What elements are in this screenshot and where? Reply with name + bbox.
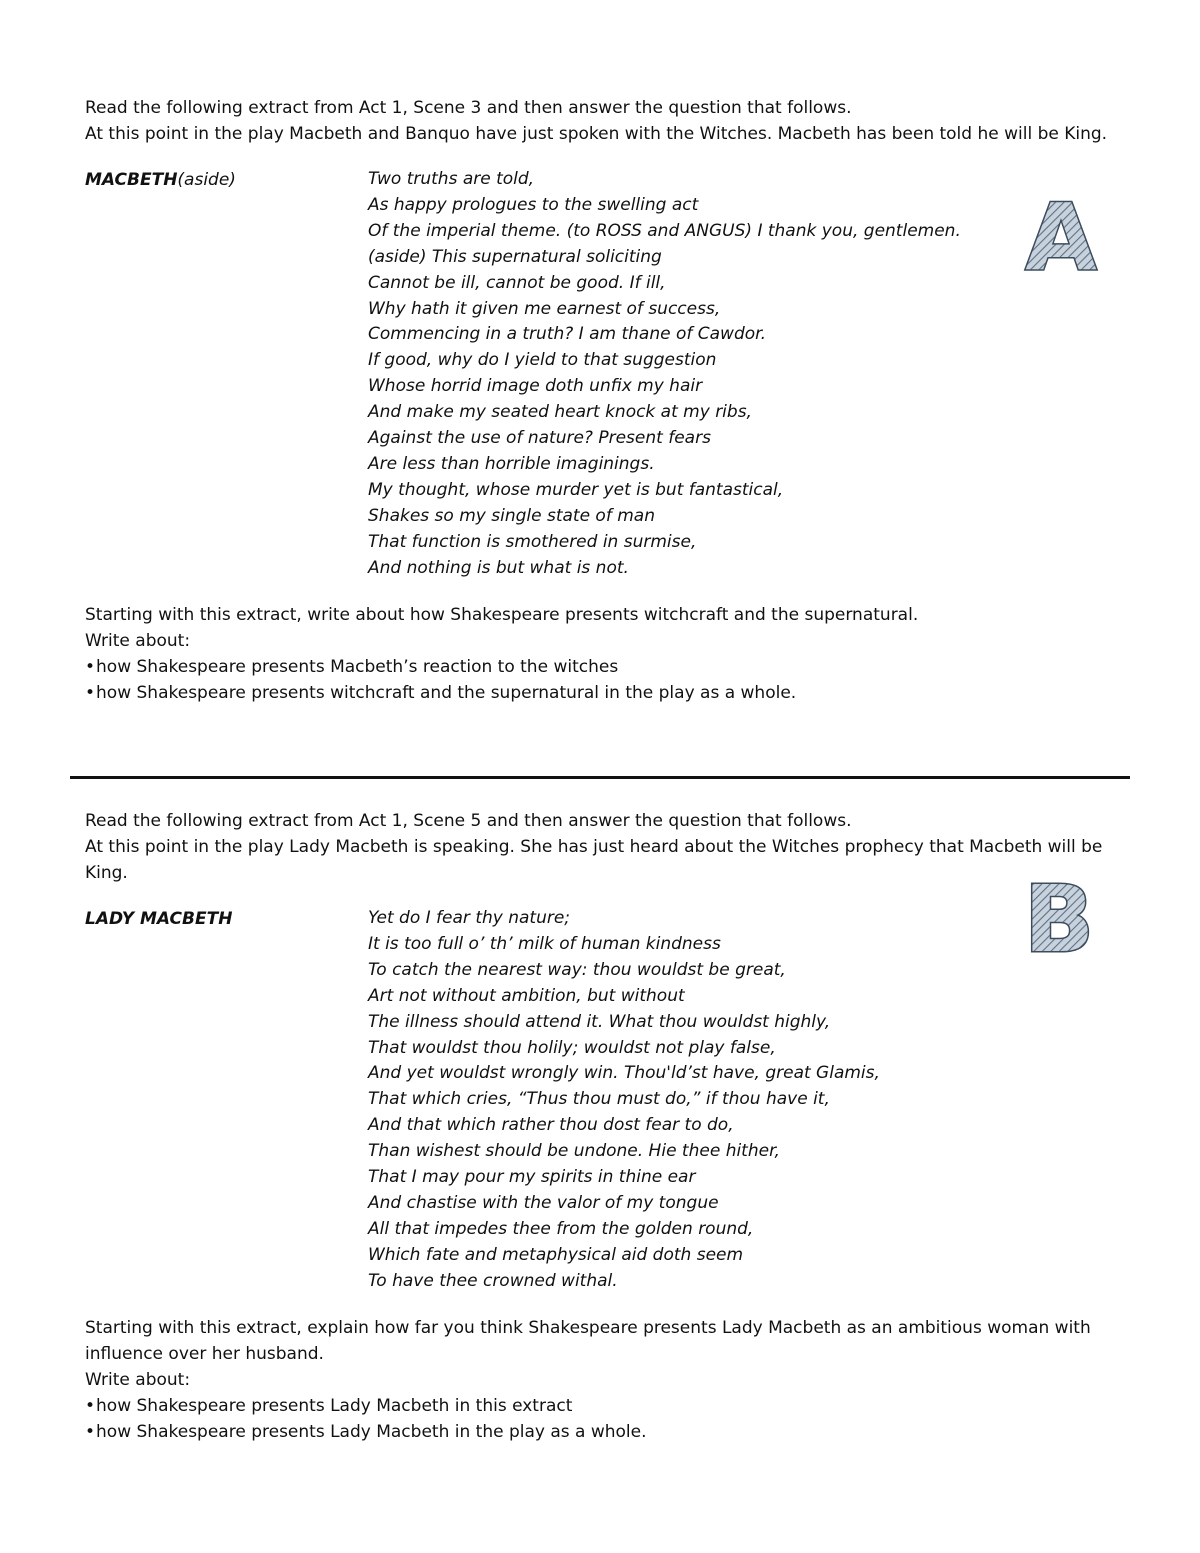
section-b-context: At this point in the play Lady Macbeth is speaking. She has just heard about the Witches prophecy that Macbeth will be King.	[85, 837, 1103, 883]
bullet-text: how Shakespeare presents witchcraft and the supernatural in the play as a whole.	[96, 682, 797, 703]
verse-line: Against the use of nature? Present fears	[368, 428, 711, 449]
section-b-speaker	[85, 906, 368, 1295]
bullet-text: how Shakespeare presents Lady Macbeth in this extract	[96, 1395, 573, 1416]
bullet-text: how Shakespeare presents Lady Macbeth in the play as a whole.	[96, 1421, 647, 1442]
verse-line: If good, why do I yield to that suggestion	[368, 350, 717, 371]
verse-line: Which fate and metaphysical aid doth seem	[368, 1244, 744, 1265]
bullet-icon: •	[85, 1395, 96, 1416]
bullet-text: how Shakespeare presents Macbeth’s reaction to the witches	[96, 656, 619, 677]
section-divider	[70, 776, 1130, 779]
verse-line: To catch the nearest way: thou wouldst be great,	[368, 959, 786, 980]
bullet-icon: •	[85, 1421, 96, 1442]
verse-line: And that which rather thou dost fear to do,	[368, 1115, 734, 1136]
letter-a-badge	[1025, 184, 1097, 291]
verse-line: All that impedes thee from the golden round,	[368, 1218, 754, 1239]
speaker-name: MACBETH	[85, 170, 178, 190]
section-a-verse	[368, 167, 1115, 582]
verse-line: Yet do I fear thy nature;	[368, 908, 571, 928]
section-b	[85, 808, 1115, 1445]
speaker-name: LADY MACBETH	[85, 909, 233, 929]
verse-line: Whose horrid image doth unfix my hair	[368, 376, 703, 397]
stage-direction: (aside)	[177, 170, 236, 190]
section-a-bullet	[85, 680, 1115, 706]
verse-line: Commencing in a truth? I am thane of Cawdor.	[368, 324, 766, 345]
section-b-instruction: Read the following extract from Act 1, Scene 5 and then answer the question that follows.	[85, 811, 852, 831]
verse-line: Of the imperial theme. (to ROSS and ANGUS) I thank you, gentlemen.	[368, 220, 961, 241]
verse-line: And make my seated heart knock at my ribs,	[368, 402, 752, 423]
badge-letter: B	[1023, 866, 1095, 973]
bullet-icon: •	[85, 656, 96, 677]
section-b-write-about: Write about:	[85, 1369, 191, 1390]
section-b-verse	[368, 906, 1115, 1295]
section-a-speaker	[85, 167, 368, 582]
badge-letter: A	[1025, 184, 1097, 291]
verse-line: And nothing is but what is not.	[368, 557, 629, 578]
verse-line: It is too full o’ th’ milk of human kindness	[368, 933, 721, 954]
section-a-extract	[85, 167, 1115, 582]
section-b-extract	[85, 906, 1115, 1295]
verse-line: (aside) This supernatural soliciting	[368, 246, 662, 267]
letter-a-icon	[1025, 184, 1097, 291]
verse-line: And chastise with the valor of my tongue	[368, 1192, 719, 1213]
verse-line: My thought, whose murder yet is but fantastical,	[368, 479, 784, 500]
section-b-question: Starting with this extract, explain how far you think Shakespeare presents Lady Macbeth as an ambitious woman with influence over her husband.	[85, 1317, 1091, 1364]
section-a-instruction: Read the following extract from Act 1, Scene 3 and then answer the question that follows.	[85, 98, 852, 118]
verse-line: That which cries, “Thus thou must do,” if thou have it,	[368, 1089, 830, 1110]
verse-line: That wouldst thou holily; wouldst not play false,	[368, 1037, 776, 1058]
verse-line: Than wishest should be undone. Hie thee hither,	[368, 1141, 780, 1162]
verse-line: Shakes so my single state of man	[368, 505, 655, 526]
verse-line: Are less than horrible imaginings.	[368, 453, 655, 474]
verse-line: Cannot be ill, cannot be good. If ill,	[368, 272, 666, 293]
verse-line: Why hath it given me earnest of success,	[368, 298, 721, 319]
section-b-bullet	[85, 1419, 1115, 1445]
section-a-question: Starting with this extract, write about how Shakespeare presents witchcraft and the supernatural.	[85, 604, 919, 625]
section-a-context: At this point in the play Macbeth and Banquo have just spoken with the Witches. Macbeth has been told he will be King.	[85, 124, 1108, 144]
section-b-bullet	[85, 1393, 1115, 1419]
section-a-bullet	[85, 654, 1115, 680]
section-a-write-about: Write about:	[85, 630, 191, 651]
verse-line: That function is smothered in surmise,	[368, 531, 697, 552]
verse-line: That I may pour my spirits in thine ear	[368, 1167, 696, 1188]
verse-line: Two truths are told,	[368, 169, 535, 189]
letter-b-badge	[1023, 866, 1095, 973]
verse-line: The illness should attend it. What thou wouldst highly,	[368, 1011, 831, 1032]
verse-line: As happy prologues to the swelling act	[368, 194, 699, 215]
section-a	[85, 95, 1115, 706]
letter-b-icon	[1023, 866, 1095, 973]
verse-line: To have thee crowned withal.	[368, 1270, 618, 1291]
verse-line: And yet wouldst wrongly win. Thou'ld’st have, great Glamis,	[368, 1063, 880, 1084]
verse-line: Art not without ambition, but without	[368, 985, 685, 1006]
bullet-icon: •	[85, 682, 96, 703]
